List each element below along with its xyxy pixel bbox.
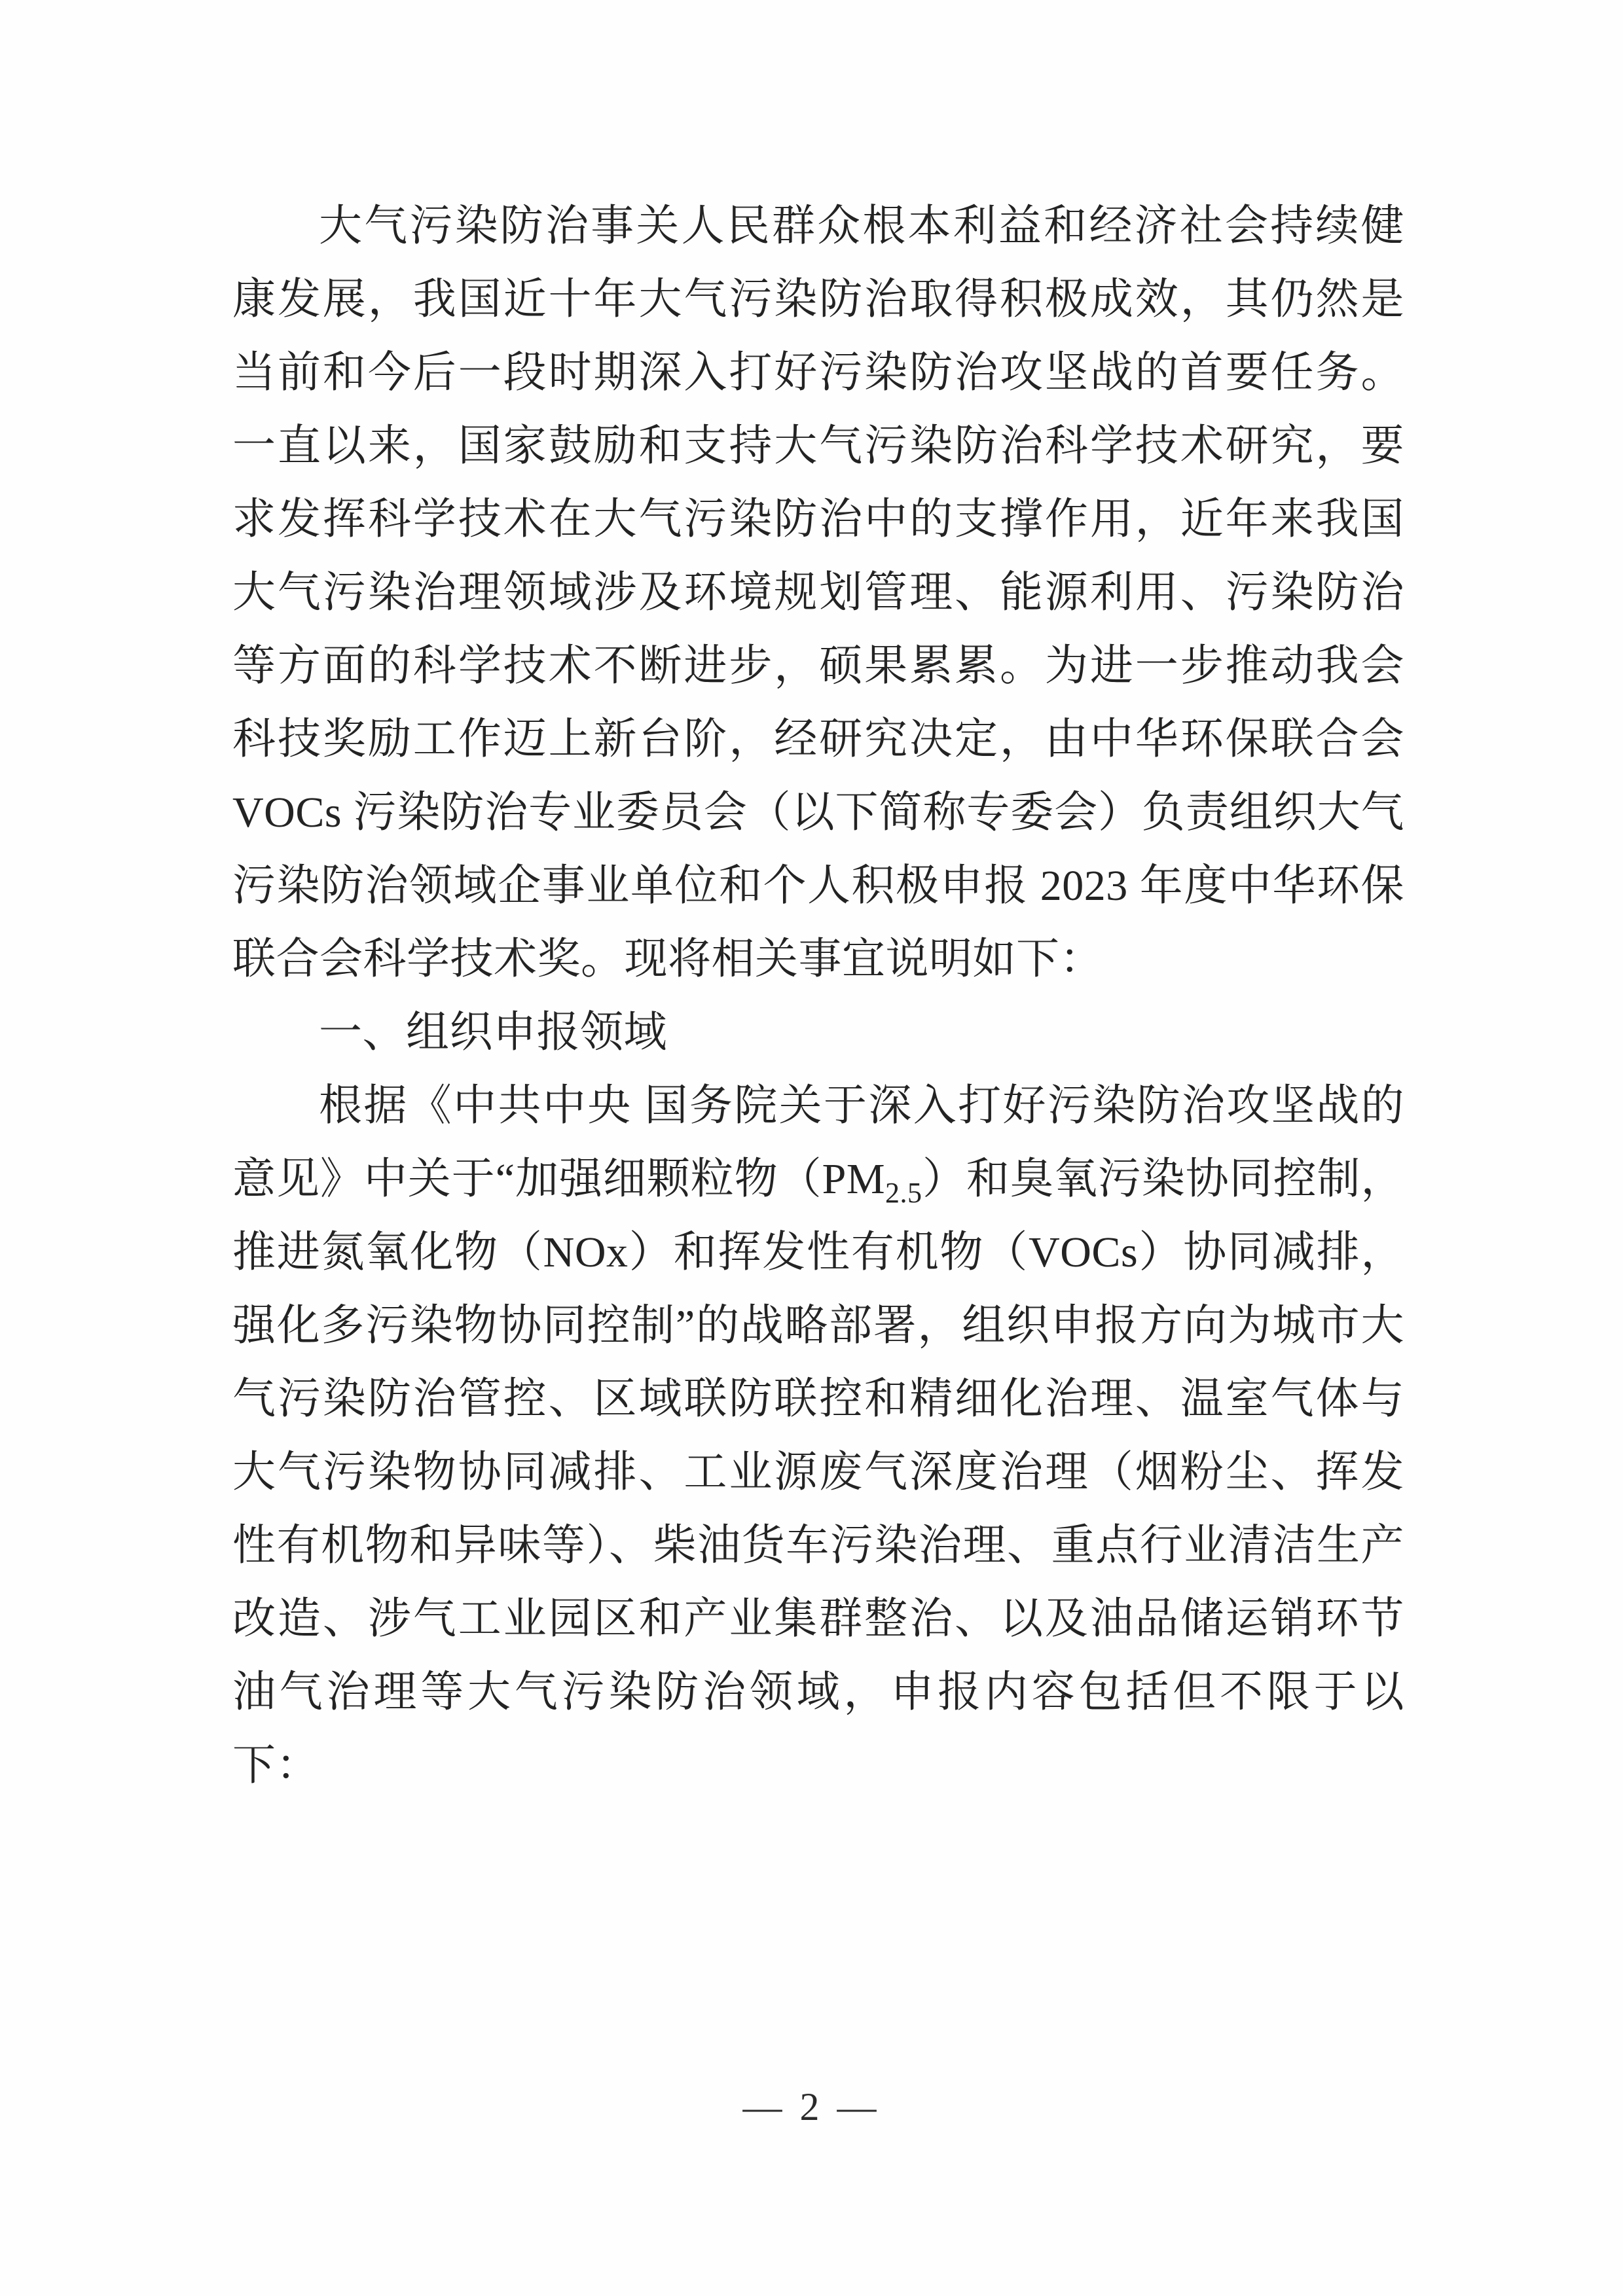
paragraph-scope: [232, 1069, 1404, 1803]
document-body: [232, 190, 1404, 1803]
paragraph-scope-part1: 根据《中共中央 国务院关于深入打好污染防治攻坚战的意见》中关于“加强细颗粒物（PM: [232, 1082, 1404, 1203]
pm-subscript: 2.5: [885, 1177, 922, 1210]
page-number: — 2 —: [742, 2085, 881, 2128]
paragraph-section-heading: 一、组织申报领域: [319, 1009, 667, 1056]
paragraph-intro: 大气污染防治事关人民群众根本利益和经济社会持续健康发展，我国近十年大气污染防治取得积极成效，其仍然是当前和今后一段时期深入打好污染防治攻坚战的首要任务。一直以来，国家鼓励和支持大气污染防治科学技术研究，要求发挥科学技术在大气污染防治中的支撑作用，近年来我国大气污染治理领域涉及环境规划管理、能源利用、污染防治等方面的科学技术不断进步，硕果累累。为进一步推动我会科技奖励工作迈上新台阶，经研究决定，由中华环保联合会 VOCs 污染防治专业委员会（以下简称专委会）负责组织大气污染防治领域企事业单位和个人积极申报 2023 年度中华环保联合会科学技术奖。现将相关事宜说明如下：: [232, 202, 1404, 983]
paragraph-scope-part2: ）和臭氧污染协同控制，推进氮氧化物（NOx）和挥发性有机物（VOCs）协同减排，强化多污染物协同控制”的战略部署，组织申报方向为城市大气污染防治管控、区域联防联控和精细化治理、温室气体与大气污染物协同减排、工业源废气深度治理（烟粉尘、挥发性有机物和异味等）、柴油货车污染治理、重点行业清洁生产改造、涉气工业园区和产业集群整治、以及油品储运销环节油气治理等大气污染防治领域，申报内容包括但不限于以下：: [232, 1155, 1405, 1789]
